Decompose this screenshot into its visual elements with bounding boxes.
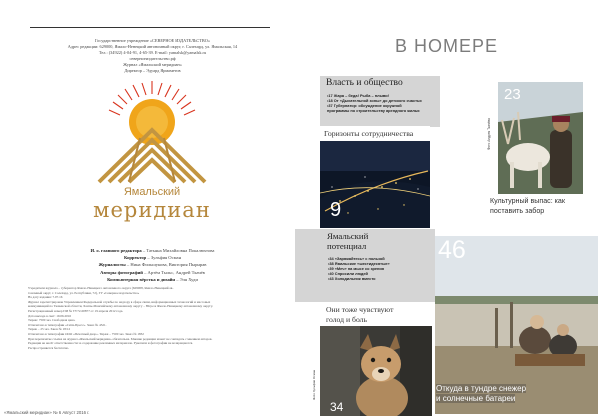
staff-person: Эля Худи — [179, 276, 198, 282]
staff-role: Авторы фотографий — [100, 269, 143, 275]
fine-print-line: Тираж: 7500 экз. Свободная цена. — [28, 318, 76, 323]
section-title-line1: Откуда в тундре снежер — [436, 384, 527, 393]
staff-row: Журналисты – Нина Фильшукова, Виктория Пырнрав — [98, 262, 207, 268]
imprint-line: Адрес редакции: 629000, Ямало-Ненецкий автономный округ, г. Салехард, ул. Ямальская, 14 — [67, 44, 238, 49]
contents-item[interactable]: •38 Ямальские «шестидесятые» — [328, 261, 390, 267]
fine-print-line: Учредители журнала – губернатор Ямало-Ненецкого автономного округа (629008, Ямало-Ненецкий ав- — [28, 286, 174, 290]
page-number-9: 9 — [330, 199, 342, 221]
staff-person: Татьяна Михайловна Покалюхтова — [146, 248, 215, 253]
staff-row: Корректор – Зульфия Осман — [123, 255, 182, 261]
page-number-23: 23 — [504, 86, 521, 103]
imprint-line: Журнал «Ямальский меридиан» — [123, 62, 182, 67]
logo-wordmark-line2: меридиан — [93, 198, 211, 222]
imprint-line: Тел.: (34922) 4-04-91, 4-65-39. E-mail: yamalsk@yamalsk.ru — [98, 50, 207, 55]
section-title-tundra[interactable] — [436, 384, 598, 404]
section-title-culture[interactable]: Культурный выпас: как поставить забор — [490, 197, 565, 215]
imprint-line: Государственное учреждение «СЕВЕРНОЕ ИЗДАТЕЛЬСТВО» — [95, 38, 210, 43]
section-item-list — [327, 93, 422, 113]
contents-item[interactable]: •40 Спросили людей — [328, 271, 368, 277]
fine-print-line: Отпечатано в типографии «Сити-Пресс». Заказ № 4521. — [28, 322, 107, 327]
contents-item[interactable]: •34 «Заряжайтесь» с пользой — [328, 256, 385, 261]
fine-print-line: На дату издания: 7.07.16 — [28, 295, 63, 300]
publisher-imprint — [30, 38, 275, 74]
contents-item[interactable]: •17 Жара – беда! Рыба – плыви! — [327, 93, 389, 98]
fine-print-line: Тираж – 25 экз. Заказ № 18/12 — [28, 327, 71, 332]
section-title-line1: Ямальский — [327, 231, 369, 241]
imprint-line: Директор – Эдуард Ярмаметов — [124, 68, 181, 73]
contents-item[interactable]: •18 От «Дыхательной зоны» до детского счастья — [327, 98, 422, 104]
section-title: Власть и общество — [326, 78, 403, 88]
section-horizons[interactable] — [320, 126, 430, 141]
fine-print-line: Отпечатано в типографии ООО «Печатный двор». Тираж – 7500 экз. Заказ № 1832 — [28, 331, 144, 336]
editorial-staff — [30, 247, 275, 283]
section-title: Горизонты сотрудничества — [324, 129, 414, 138]
contents-item[interactable]: •37 Губернатор: обсуждение окружной — [327, 103, 402, 109]
section-yamal-potential[interactable] — [295, 229, 435, 302]
fine-print-line: Распространяется бесплатно. — [28, 345, 70, 350]
section-title-line1: Они тоже чувствуют — [326, 305, 394, 314]
section-title-line2: голод и боль — [326, 315, 368, 324]
header-rule — [30, 27, 270, 28]
staff-person: Артём Тыльс, Андрей Ткачёв — [147, 269, 205, 275]
contents-item[interactable]: программы по строительству арендного жилья — [327, 108, 420, 114]
photo-credit: Фото Андрея Ткачёва — [487, 118, 491, 150]
section-item-list — [328, 256, 390, 281]
staff-role: Корректор — [123, 255, 147, 261]
logo-wordmark-line1: Ямальский — [123, 186, 181, 198]
section-title-line2: потенциал — [327, 241, 367, 251]
fine-print-line: Редакция не несёт ответственности за содержание рекламных материалов. Рукописи и фотографии не возвращаются. — [28, 341, 194, 346]
staff-row: Авторы фотографий – Артём Тыльс, Андрей Ткачёв — [100, 269, 205, 275]
staff-row: Компьютерная вёрстка и дизайн – Эля Худи — [107, 276, 198, 282]
fine-print-line: При перепечатке ссылка на журнал «Ямальский меридиан» обязательна. Мнение редакции может не совпадать с мнением авторов. — [28, 336, 213, 341]
fine-print-line: Регистрационный номер ПИ № ТУ72-00877 от 19 апреля 2012 года. — [28, 308, 124, 313]
imprint-line: северноеиздательство.рф — [129, 56, 176, 61]
staff-person: Нина Фильшукова, Виктория Пырнрав — [130, 262, 207, 268]
staff-role: Компьютерная вёрстка и дизайн — [107, 276, 176, 282]
staff-row: И. о. главного редактора – Татьяна Михайловна Покалюхтова — [90, 248, 215, 253]
legal-fine-print — [28, 286, 278, 350]
staff-person: Зульфия Осман — [150, 255, 182, 261]
page-footer: «Ямальский меридиан» № 6 Август 2016 г. — [4, 410, 90, 415]
fine-print-line: тономный округ, г. Салехард, ул. Республики, 72), ГУ «Северное издательство» — [28, 290, 140, 295]
section-title-line2: и солнечные батареи — [436, 394, 516, 403]
page-number-46: 46 — [438, 236, 466, 264]
contents-item[interactable]: •39 «Меч» на мысе со зрения — [328, 266, 385, 272]
contents-heading: В НОМЕРЕ — [395, 36, 499, 56]
fine-print-line: Журнал зарегистрирован Управлением Федеральной службы по надзору в сфере связи, информационных технологий и массовых — [28, 299, 211, 304]
staff-role: Журналисты — [98, 262, 126, 268]
fine-print-line: Дата выхода в свет: 19.06.2016 — [28, 313, 72, 318]
staff-role: И. о. главного редактора — [90, 248, 142, 253]
fine-print-line: коммуникаций по Тюменской области, Ханты-Мансийскому автономному округу – Югре и Ямало-Ненецкому автономному округу. — [28, 304, 213, 309]
section-power-and-society[interactable] — [320, 76, 440, 127]
page-number-34: 34 — [330, 400, 344, 414]
photo-credit: Фото Зульфии Осман — [312, 369, 316, 400]
contents-item[interactable]: •43 Холодильник вместо — [328, 276, 376, 282]
